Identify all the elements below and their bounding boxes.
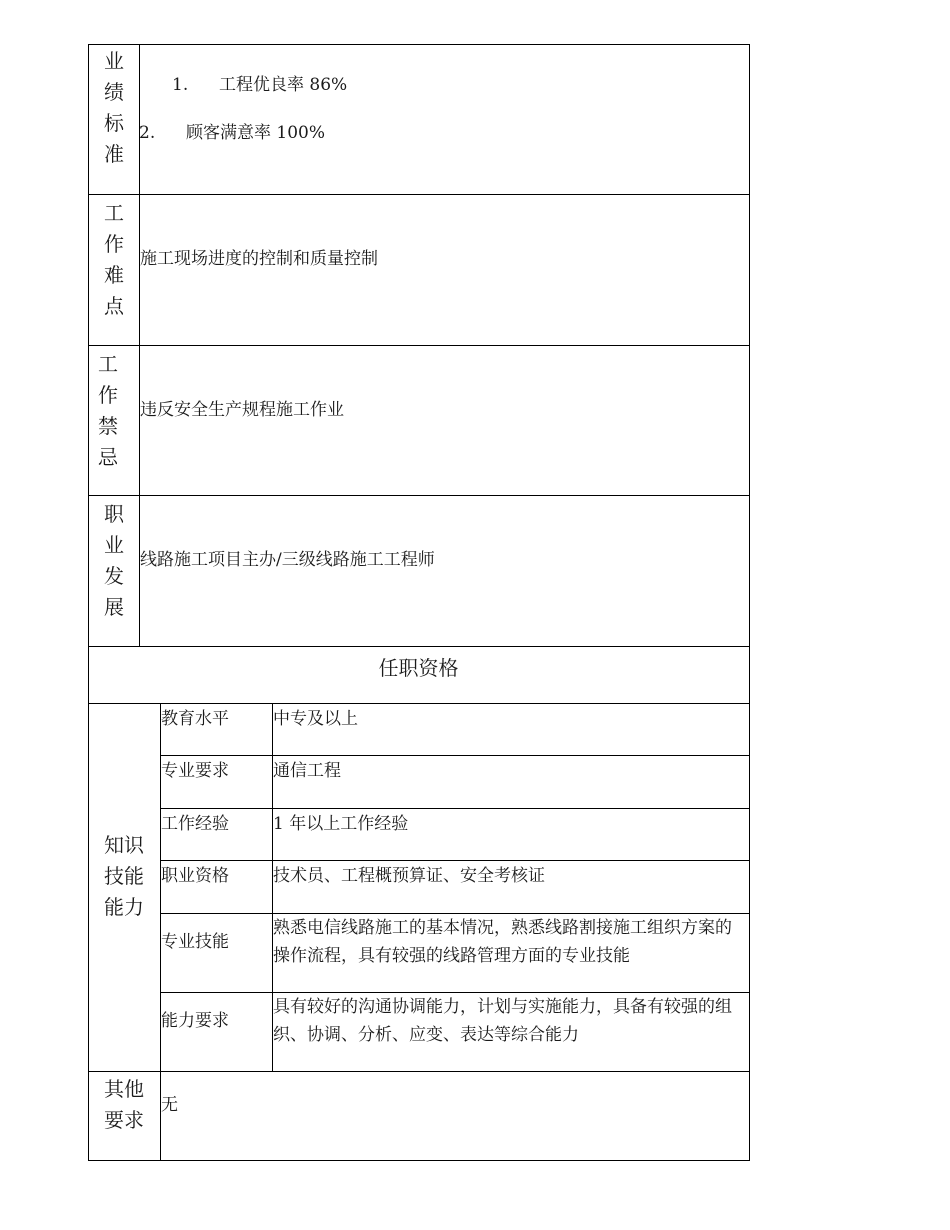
qualification-key: 职业资格: [161, 866, 229, 886]
career-development-text: 线路施工项目主办/三级线路施工工程师: [140, 550, 435, 570]
row-divider: [88, 1071, 750, 1072]
knowledge-skills-label: [88, 830, 160, 923]
label-line: 其他: [104, 1077, 144, 1101]
label-char: 工: [98, 352, 118, 376]
work-difficulty-label: [89, 198, 139, 322]
label-line: 要求: [104, 1108, 144, 1132]
career-development-label: [89, 499, 139, 623]
performance-standard-label: [89, 46, 139, 170]
qualifications-title: 任职资格: [378, 656, 459, 680]
label-char: 难: [104, 263, 124, 287]
row-divider: [88, 495, 750, 496]
qualification-value: 通信工程: [273, 761, 341, 781]
other-requirements-label: [88, 1074, 160, 1136]
label-char: 忌: [98, 445, 118, 469]
row-divider: [88, 646, 750, 647]
label-char: 工: [104, 201, 124, 225]
work-difficulty-text: 施工现场进度的控制和质量控制: [140, 249, 378, 269]
label-char: 点: [104, 294, 124, 318]
list-number: 2.: [139, 123, 156, 143]
label-char: 业: [104, 533, 124, 557]
label-char: 发: [104, 564, 124, 588]
qualification-key: 专业技能: [161, 932, 229, 952]
qualification-key: 能力要求: [161, 1011, 229, 1031]
label-char: 绩: [104, 80, 124, 104]
label-char: 禁: [98, 414, 118, 438]
row-divider: [88, 194, 750, 195]
label-line: 知识: [104, 833, 144, 857]
qualification-key: 工作经验: [161, 814, 229, 834]
work-taboo-label: [83, 349, 133, 473]
row-divider: [88, 345, 750, 346]
label-char: 作: [104, 232, 124, 256]
row-divider: [160, 860, 750, 861]
qualification-key: 专业要求: [161, 761, 229, 781]
label-char: 作: [98, 383, 118, 407]
label-char: 标: [104, 111, 124, 135]
label-line: 能力: [104, 895, 144, 919]
work-taboo-text: 违反安全生产规程施工作业: [140, 400, 344, 420]
qualification-value: 中专及以上: [273, 709, 358, 729]
label-char: 职: [104, 502, 124, 526]
row-divider: [160, 808, 750, 809]
performance-item: 工程优良率 86%: [219, 75, 348, 95]
qualification-value: 具有较好的沟通协调能力，计划与实施能力，具备有较强的组织、协调、分析、应变、表达等综合能力: [273, 997, 732, 1045]
other-requirements-text: 无: [161, 1095, 178, 1115]
label-char: 准: [104, 142, 124, 166]
row-divider: [160, 755, 750, 756]
performance-item: 顾客满意率 100%: [186, 123, 326, 143]
list-number: 1.: [172, 75, 189, 95]
qualification-value: 技术员、工程概预算证、安全考核证: [273, 866, 545, 886]
row-divider: [88, 703, 750, 704]
label-line: 技能: [104, 864, 144, 888]
qualification-value: 1 年以上工作经验: [273, 814, 409, 834]
qualification-value: 熟悉电信线路施工的基本情况，熟悉线路割接施工组织方案的操作流程，具有较强的线路管理方面的专业技能: [273, 918, 732, 966]
qualification-key: 教育水平: [161, 709, 229, 729]
label-char: 展: [104, 595, 124, 619]
label-char: 业: [104, 49, 124, 73]
